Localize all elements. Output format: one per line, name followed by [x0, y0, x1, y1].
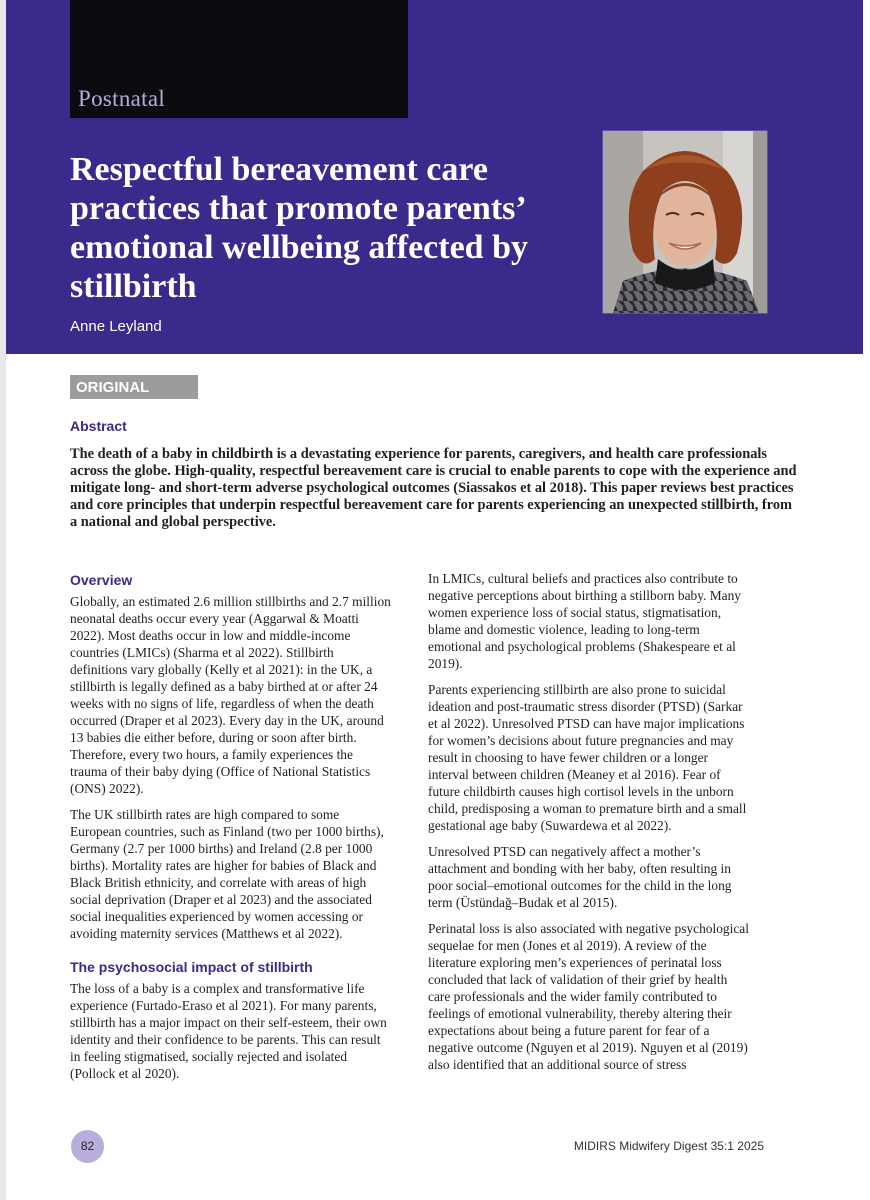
- journal-footer: MIDIRS Midwifery Digest 35:1 2025: [573, 1139, 764, 1153]
- abstract-heading: Abstract: [70, 418, 127, 434]
- section-label: Postnatal: [78, 86, 166, 111]
- overview-heading: Overview: [70, 572, 133, 588]
- article-type-badge: ORIGINAL: [70, 375, 198, 399]
- article-title: Respectful bereavement care practices that promote parents’ emotional wellbeing affected by stillbirth: [70, 151, 528, 305]
- right-column: [428, 570, 750, 1082]
- psychosocial-heading: The psychosocial impact of stillbirth: [70, 959, 313, 975]
- body-paragraph: Perinatal loss is also associated with negative psychological sequelae for men (Jones et al 2019). A review of the literature exploring men’s experiences of perinatal loss concluded that lack of validation of their grief by health care professionals and the wider family contributed to feelings of emotional vulnerability, thereby altering their expectations about being a future parent for fear of a negative outcome (Nguyen et al 2019). Nguyen et al (2019) also identified that an additional source of stress: [428, 921, 749, 1072]
- author-name: Anne Leyland: [70, 318, 162, 335]
- body-paragraph: The loss of a baby is a complex and transformative life experience (Furtado-Eraso et al 2021). For many parents, stillbirth has a major impact on their self-esteem, their own identity and their confidence to be parents. This can result in feeling stigmatised, socially rejected and isolated (Pollock et al 2020).: [70, 981, 387, 1081]
- body-paragraph: Globally, an estimated 2.6 million stillbirths and 2.7 million neonatal deaths occur every year (Aggarwal & Moatti 2022). Most deaths occur in low and middle-income countries (LMICs) (Sharma et al 2022). Stillbirth definitions vary globally (Kelly et al 2021): in the UK, a stillbirth is legally defined as a baby birthed at or after 24 weeks with no signs of life, regardless of when the death occurred (Draper et al 2023). Every day in the UK, around 13 babies die either before, during or soon after birth. Therefore, every two hours, a family experiences the trauma of their baby dying (Office of National Statistics (ONS) 2022).: [70, 594, 391, 796]
- author-photo: [602, 130, 768, 314]
- abstract-text: The death of a baby in childbirth is a devastating experience for parents, caregivers, and health care professionals across the globe. High-quality, respectful bereavement care is crucial to enable parents to cope with the experience and mitigate long- and short-term adverse psychological outcomes (Siassakos et al 2018). This paper reviews best practices and core principles that underpin respectful bereavement care for parents experiencing an unexpected stillbirth, from a national and global perspective.: [70, 446, 797, 530]
- body-paragraph: Parents experiencing stillbirth are also prone to suicidal ideation and post-traumatic stress disorder (PTSD) (Sarkar et al 2022). Unresolved PTSD can have major implications for women’s decisions about future pregnancies and may result in choosing to have fewer children or a longer interval between children (Meaney et al 2016). Fear of future childbirth causes high cortisol levels in the unborn child, predisposing a woman to premature birth and a small gestational age baby (Suwardewa et al 2022).: [428, 682, 747, 833]
- body-paragraph: The UK stillbirth rates are high compared to some European countries, such as Finland (two per 1000 births), Germany (2.7 per 1000 births) and Ireland (2.8 per 1000 births). Mortality rates are higher for babies of Black and Black British ethnicity, and correlate with areas of high social deprivation (Draper et al 2023) and the associated social inequalities experienced by women accessing or avoiding maternity services (Matthews et al 2022).: [70, 807, 384, 941]
- left-column: [70, 570, 392, 1091]
- body-paragraph: Unresolved PTSD can negatively affect a mother’s attachment and bonding with her baby, often resulting in poor social–emotional outcomes for the child in the long term (Üstündağ–Budak et al 2015).: [428, 844, 732, 910]
- page-number: 82: [71, 1130, 104, 1163]
- body-paragraph: In LMICs, cultural beliefs and practices also contribute to negative perceptions about birthing a stillborn baby. Many women experience loss of social status, stigmatisation, blame and domestic violence, leading to long-term emotional and psychological problems (Shakespeare et al 2019).: [428, 571, 741, 671]
